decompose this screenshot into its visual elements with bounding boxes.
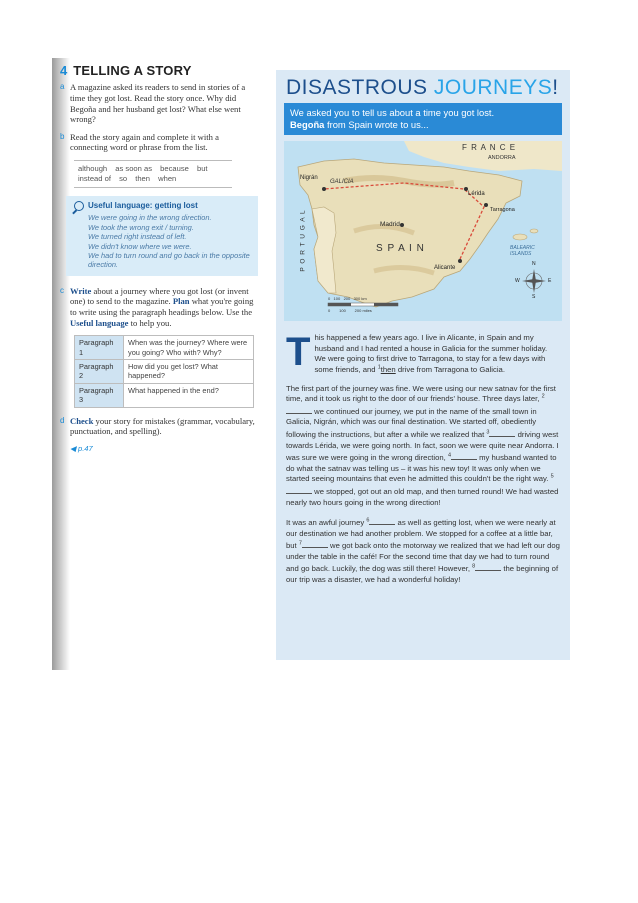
- paragraph-text: The first part of the journey was fine. We were using our new satnav for the first time, and it took us right to the door of our friends' house. Three days later,: [286, 383, 556, 404]
- useful-line: We were going in the wrong direction.: [88, 213, 212, 223]
- task-text: your story for mistakes (grammar, vocabulary, punctuation, and spelling).: [70, 415, 255, 437]
- word-item: as soon as: [115, 163, 152, 173]
- paragraph-text: my husband wanted to do what the satnav was telling us – it was his new toy! It was only when we started seeing mountains that even he admitted this couldn't be the right way.: [286, 453, 557, 484]
- paragraph-label: Paragraph 2: [75, 360, 124, 384]
- task-d: [60, 416, 256, 437]
- task-keyword-write: Write: [70, 285, 92, 296]
- table-row: [75, 336, 254, 360]
- intro-banner: [284, 103, 562, 135]
- paragraph-text: drive from Tarragona to Galicia.: [395, 364, 505, 374]
- useful-line: We had to turn round and go back in the opposite direction.: [88, 251, 250, 270]
- task-text: to help you.: [128, 317, 172, 328]
- map-label-nigran: Nigrán: [300, 175, 318, 182]
- arrow-left-icon: ◀: [70, 443, 76, 453]
- word-item: because: [160, 163, 189, 173]
- map-label-andorra: ANDORRA: [488, 155, 516, 162]
- useful-language-box: [66, 196, 258, 276]
- scale-miles: 0 100 200 miles: [328, 308, 372, 314]
- gap-number: 2: [541, 393, 545, 400]
- title-part: !: [552, 76, 559, 99]
- useful-language-heading: [74, 201, 250, 211]
- page-reference[interactable]: [70, 444, 256, 454]
- map-label-tarragona: Tarragona: [490, 207, 515, 214]
- paragraph-prompt: What happened in the end?: [124, 383, 254, 407]
- gap-blank[interactable]: [475, 562, 501, 571]
- task-c: [60, 286, 256, 328]
- word-item: so: [119, 173, 128, 183]
- compass-e: E: [548, 278, 552, 285]
- map-label-galicia: GALICIA: [330, 179, 354, 186]
- gap-number: 8: [472, 563, 476, 570]
- paragraph-text: driving west towards Lérida, we were going north. In fact, soon we were quite near Andorra. I was sure we were going in the wrong direction,: [286, 429, 559, 463]
- story-title: [286, 76, 570, 100]
- gap-number: 1: [377, 364, 381, 371]
- story-paragraph-3: [286, 516, 560, 586]
- paragraph-prompt: When was the journey? Where were you going? Who with? Why?: [124, 336, 254, 360]
- paragraph-text: we got back onto the motorway we realized that we had left our dog under the table in the café! For the second time that day we had to turn round and go back. Luckily, the dog was still there! However,: [286, 541, 560, 574]
- section-title-text: TELLING A STORY: [73, 63, 192, 78]
- story-paragraph-2: [286, 384, 560, 509]
- paragraph-text: we continued our journey, we put in the name of the small town in Galicia, Nigrán, which was our final destination. We started off, obediently following the instructions, but after a while we realized that: [286, 406, 537, 439]
- gap-number: 5: [550, 473, 554, 480]
- paragraph-table: [74, 335, 254, 407]
- gap-blank[interactable]: [286, 485, 312, 494]
- table-row: [75, 383, 254, 407]
- gap-blank[interactable]: [451, 451, 477, 460]
- task-text: Read the story again and complete it with a connecting word or phrase from the list.: [70, 131, 219, 153]
- task-letter: b: [60, 131, 65, 141]
- map-label-portugal: P O R T U G A L: [299, 209, 307, 272]
- map-label-spain: S P A I N: [376, 243, 425, 255]
- drop-cap: T: [286, 330, 311, 375]
- gap-blank[interactable]: [369, 516, 395, 525]
- intro-line2: from Spain wrote to us...: [324, 118, 429, 130]
- gap-blank[interactable]: [302, 539, 328, 548]
- paragraph-text: as well as getting lost, when we were nearly at our destination we had another problem. We stopped for a coffee at a little bar, but: [286, 518, 556, 551]
- word-item: then: [135, 173, 150, 183]
- map-label-madrid: Madrid: [380, 221, 400, 229]
- table-row: [75, 360, 254, 384]
- paragraph-label: Paragraph 1: [75, 336, 124, 360]
- map-label-lerida: Lérida: [468, 191, 485, 198]
- task-b: [60, 132, 256, 153]
- paragraph-text: his happened a few years ago. I live in Alicante, in Spain and my husband and I had rented a house in Galicia for the summer holiday. We were going to first drive to Tarragona, to stay for a few days with some friends, and: [314, 333, 548, 374]
- paragraph-text: we stopped, got out an old map, and then turned round! We had wasted nearly two hours going in the wrong direction!: [286, 486, 559, 507]
- useful-line: We didn't know where we were.: [88, 241, 192, 251]
- useful-heading-text: Useful language: getting lost: [88, 200, 198, 210]
- map-label-balearic: BALEARIC ISLANDS: [510, 245, 535, 258]
- compass-n: N: [532, 261, 536, 268]
- intro-line1: We asked you to tell us about a time you got lost.: [290, 107, 495, 118]
- compass-w: W: [515, 278, 520, 285]
- story-body: [286, 330, 560, 585]
- scale-km: 0 100 200 300 km: [328, 296, 367, 302]
- gap-blank[interactable]: [286, 405, 312, 414]
- map-graphic: [284, 141, 562, 321]
- title-part: DISASTROUS: [286, 76, 434, 99]
- task-letter: a: [60, 82, 65, 92]
- intro-name: Begoña: [290, 118, 325, 130]
- task-keyword-plan: Plan: [172, 296, 190, 307]
- paragraph-label: Paragraph 3: [75, 383, 124, 407]
- task-keyword-check: Check: [70, 415, 94, 426]
- word-item: but: [196, 163, 208, 173]
- task-keyword-useful: Useful language: [70, 317, 129, 328]
- useful-line: We took the wrong exit / turning.: [88, 222, 194, 232]
- map-of-spain: [284, 141, 562, 321]
- task-text: about a journey where you got lost (or invent one) to send to the magazine.: [70, 285, 249, 307]
- title-part: JOURNEYS: [433, 76, 553, 99]
- paragraph-prompt: How did you get lost? What happened?: [124, 360, 254, 384]
- task-text: A magazine asked its readers to send in stories of a time they got lost. Read the story once. Why did Begoña and her husband get lost? What else went wrong?: [70, 82, 246, 125]
- gap-filled: then: [380, 364, 396, 374]
- word-item: when: [158, 173, 177, 183]
- task-letter: c: [60, 285, 64, 295]
- story-paragraph-1: [286, 330, 560, 375]
- word-list-box: [74, 160, 232, 188]
- left-column: [60, 63, 256, 454]
- word-item: although: [78, 163, 108, 173]
- magnifier-icon: [74, 201, 84, 211]
- gap-number: 6: [366, 517, 370, 524]
- paragraph-text: It was an awful journey: [286, 518, 367, 528]
- map-label-alicante: Alicante: [434, 265, 456, 272]
- compass-s: S: [532, 294, 536, 301]
- task-a: [60, 82, 256, 124]
- story-panel: [276, 70, 570, 660]
- section-number: 4: [60, 63, 68, 78]
- gap-number: 7: [298, 540, 302, 547]
- task-letter: d: [60, 415, 65, 425]
- useful-line: We turned right instead of left.: [88, 232, 187, 242]
- gap-number: 3: [486, 429, 490, 436]
- map-label-france: F R A N C E: [462, 143, 517, 153]
- gap-blank[interactable]: [489, 428, 515, 437]
- page-reference-text: p.47: [77, 443, 93, 453]
- word-item: instead of: [78, 173, 111, 183]
- paragraph-text: the beginning of our trip was a disaster, we had a wonderful holiday!: [286, 564, 559, 585]
- section-title: [60, 63, 256, 78]
- task-text: what you're going to write using the paragraph headings below. Use the: [70, 296, 254, 317]
- gap-number: 4: [447, 452, 452, 459]
